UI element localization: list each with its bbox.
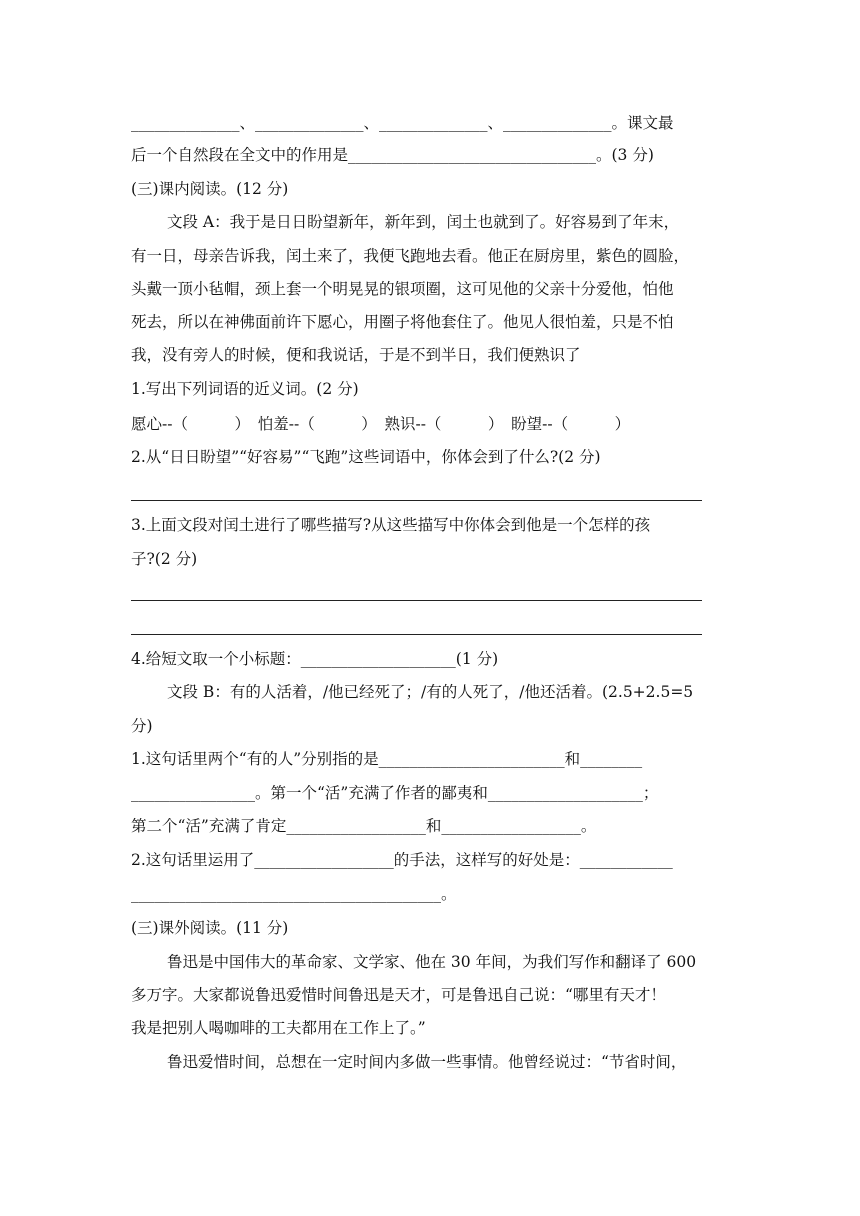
- answer-blanks-line: ______________、______________、______________、______________。课文最: [131, 114, 674, 132]
- question-title: 4.给短文取一个小标题：____________________(1 分): [131, 650, 499, 668]
- question-description: 3.上面文段对闰土进行了哪些描写?从这些描写中你体会到他是一个怎样的孩: [131, 516, 651, 534]
- extra-passage-line: 鲁迅爱惜时间，总想在一定时间内多做一些事情。他曾经说过：“节省时间，: [167, 1053, 687, 1071]
- question-b1-cont: 第二个“活”充满了肯定__________________和__________________。: [131, 817, 597, 835]
- question-word-feeling: 2.从“日日盼望”“好容易”“飞跑”这些词语中，你体会到了什么?(2 分): [131, 448, 601, 466]
- answer-rule: [131, 634, 702, 635]
- question-b2: 2.这句话里运用了__________________的手法，这样写的好处是：____________: [131, 851, 673, 869]
- question-synonyms: 1.写出下列词语的近义词。(2 分): [131, 380, 359, 398]
- passage-b-line: 分): [131, 717, 153, 735]
- passage-a-line: 死去，所以在神佛面前许下愿心，用圈子将他套住了。他见人很怕羞，只是不怕: [131, 313, 674, 331]
- extra-passage-line: 鲁迅是中国伟大的革命家、文学家、他在 30 年间，为我们写作和翻译了 600: [167, 953, 697, 971]
- extra-passage-line: 多万字。大家都说鲁迅爱惜时间鲁迅是天才，可是鲁迅自己说：“哪里有天才！: [131, 986, 666, 1004]
- answer-rule: [131, 500, 702, 501]
- answer-rule: [131, 600, 702, 601]
- section-heading-extra-reading: (三)课外阅读。(11 分): [131, 919, 289, 937]
- question-b1-cont: ________________。第一个“活”充满了作者的鄙夷和____________________；: [131, 784, 659, 802]
- question-description-cont: 子?(2 分): [131, 550, 198, 568]
- question-b2-cont: ________________________________________。: [131, 885, 457, 903]
- passage-b-line: 文段 B：有的人活着，/他已经死了；/有的人死了，/他还活着。(2.5+2.5=5: [167, 683, 694, 701]
- question-paragraph-role: 后一个自然段在全文中的作用是________________________________。(3 分): [131, 146, 654, 164]
- synonym-blanks: 愿心--（ ） 怕羞--（ ） 熟识--（ ） 盼望--（ ）: [131, 415, 631, 433]
- extra-passage-line: 我是把别人喝咖啡的工夫都用在工作上了。”: [131, 1019, 426, 1037]
- section-heading-in-class-reading: (三)课内阅读。(12 分): [131, 180, 289, 198]
- passage-a-line: 有一日，母亲告诉我，闰土来了，我便飞跑地去看。他正在厨房里，紫色的圆脸，: [131, 247, 690, 265]
- passage-a-line: 文段 A：我于是日日盼望新年，新年到，闰土也就到了。好容易到了年末，: [167, 213, 680, 231]
- passage-a-line: 我，没有旁人的时候，便和我说话，于是不到半日，我们便熟识了: [131, 346, 581, 364]
- question-b1: 1.这句话里两个“有的人”分别指的是________________________和________: [131, 750, 643, 768]
- passage-a-line: 头戴一顶小毡帽，颈上套一个明晃晃的银项圈，这可见他的父亲十分爱他，怕他: [131, 280, 674, 298]
